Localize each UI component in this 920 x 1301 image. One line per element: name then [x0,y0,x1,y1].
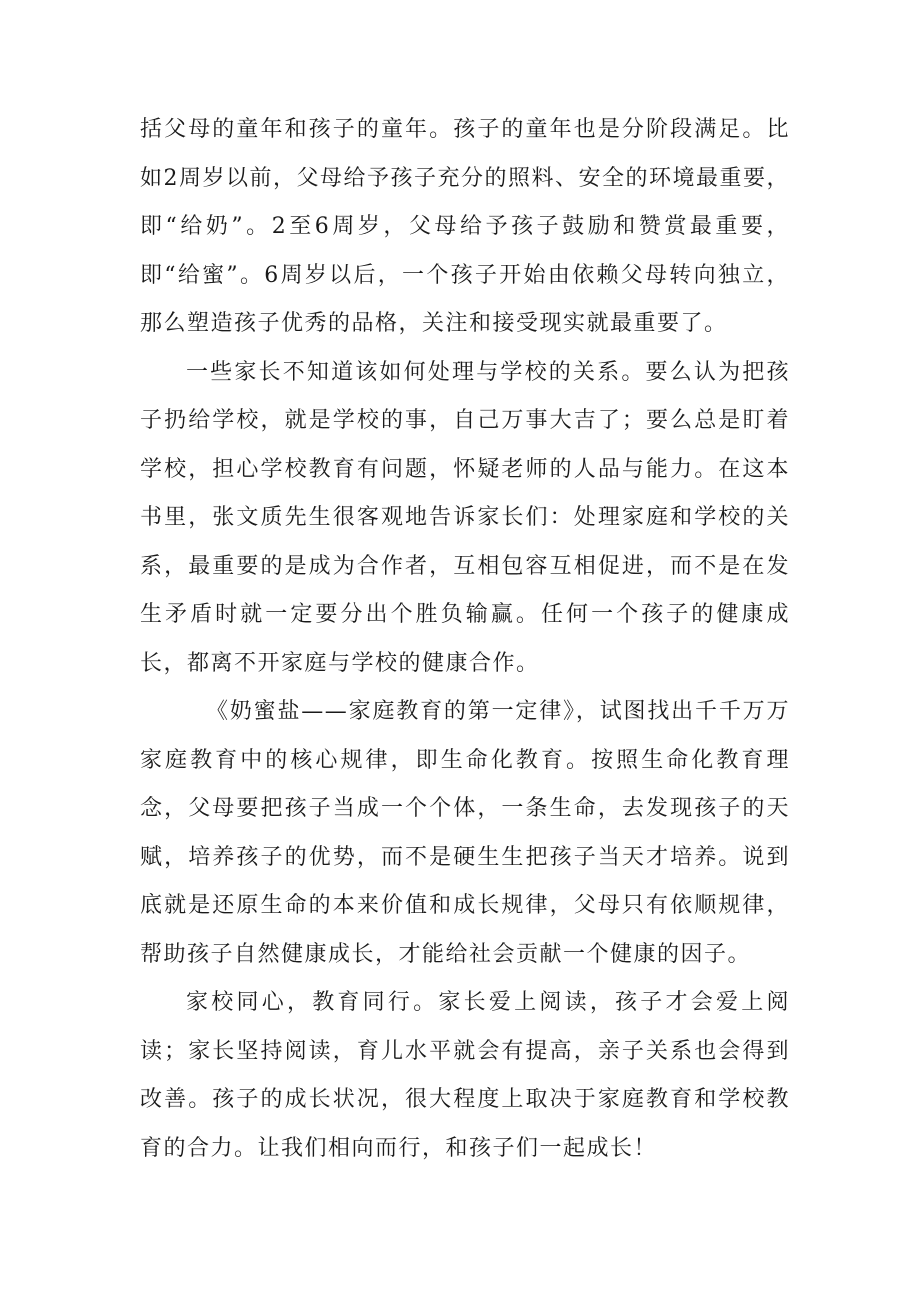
paragraph-continuation: 括父母的童年和孩子的童年。孩子的童年也是分阶段满足。比如2周岁以前，父母给予孩子充分的照料、安全的环境最重要，即“给奶”。2至6周岁，父母给予孩子鼓励和赞赏最重要，即“给蜜”。6周岁以后，一个孩子开始由依赖父母转向独立，那么塑造孩子优秀的品格，关注和接受现实就最重要了。 [140,117,790,336]
document-body [140,106,790,1173]
paragraph-book-summary: 《奶蜜盐——家庭教育的第一定律》，试图找出千千万万家庭教育中的核心规律，即生命化教育。按照生命化教育理念，父母要把孩子当成一个个体，一条生命，去发现孩子的天赋，培养孩子的优势，而不是硬生生把孩子当天才培养。说到底就是还原生命的本来价值和成长规律，父母只有依顺规律，帮助孩子自然健康成长，才能给社会贡献一个健康的因子。 [140,699,790,967]
paragraph-school-relations: 一些家长不知道该如何处理与学校的关系。要么认为把孩子扔给学校，就是学校的事，自己万事大吉了；要么总是盯着学校，担心学校教育有问题，怀疑老师的人品与能力。在这本书里，张文质先生很客观地告诉家长们：处理家庭和学校的关系，最重要的是成为合作者，互相包容互相促进，而不是在发生矛盾时就一定要分出个胜负输赢。任何一个孩子的健康成长，都离不开家庭与学校的健康合作。 [140,359,790,676]
paragraph-conclusion: 家校同心，教育同行。家长爱上阅读，孩子才会爱上阅读；家长坚持阅读，育儿水平就会有提高，亲子关系也会得到改善。孩子的成长状况，很大程度上取决于家庭教育和学校教育的合力。让我们相向而行，和孩子们一起成长！ [140,990,790,1161]
